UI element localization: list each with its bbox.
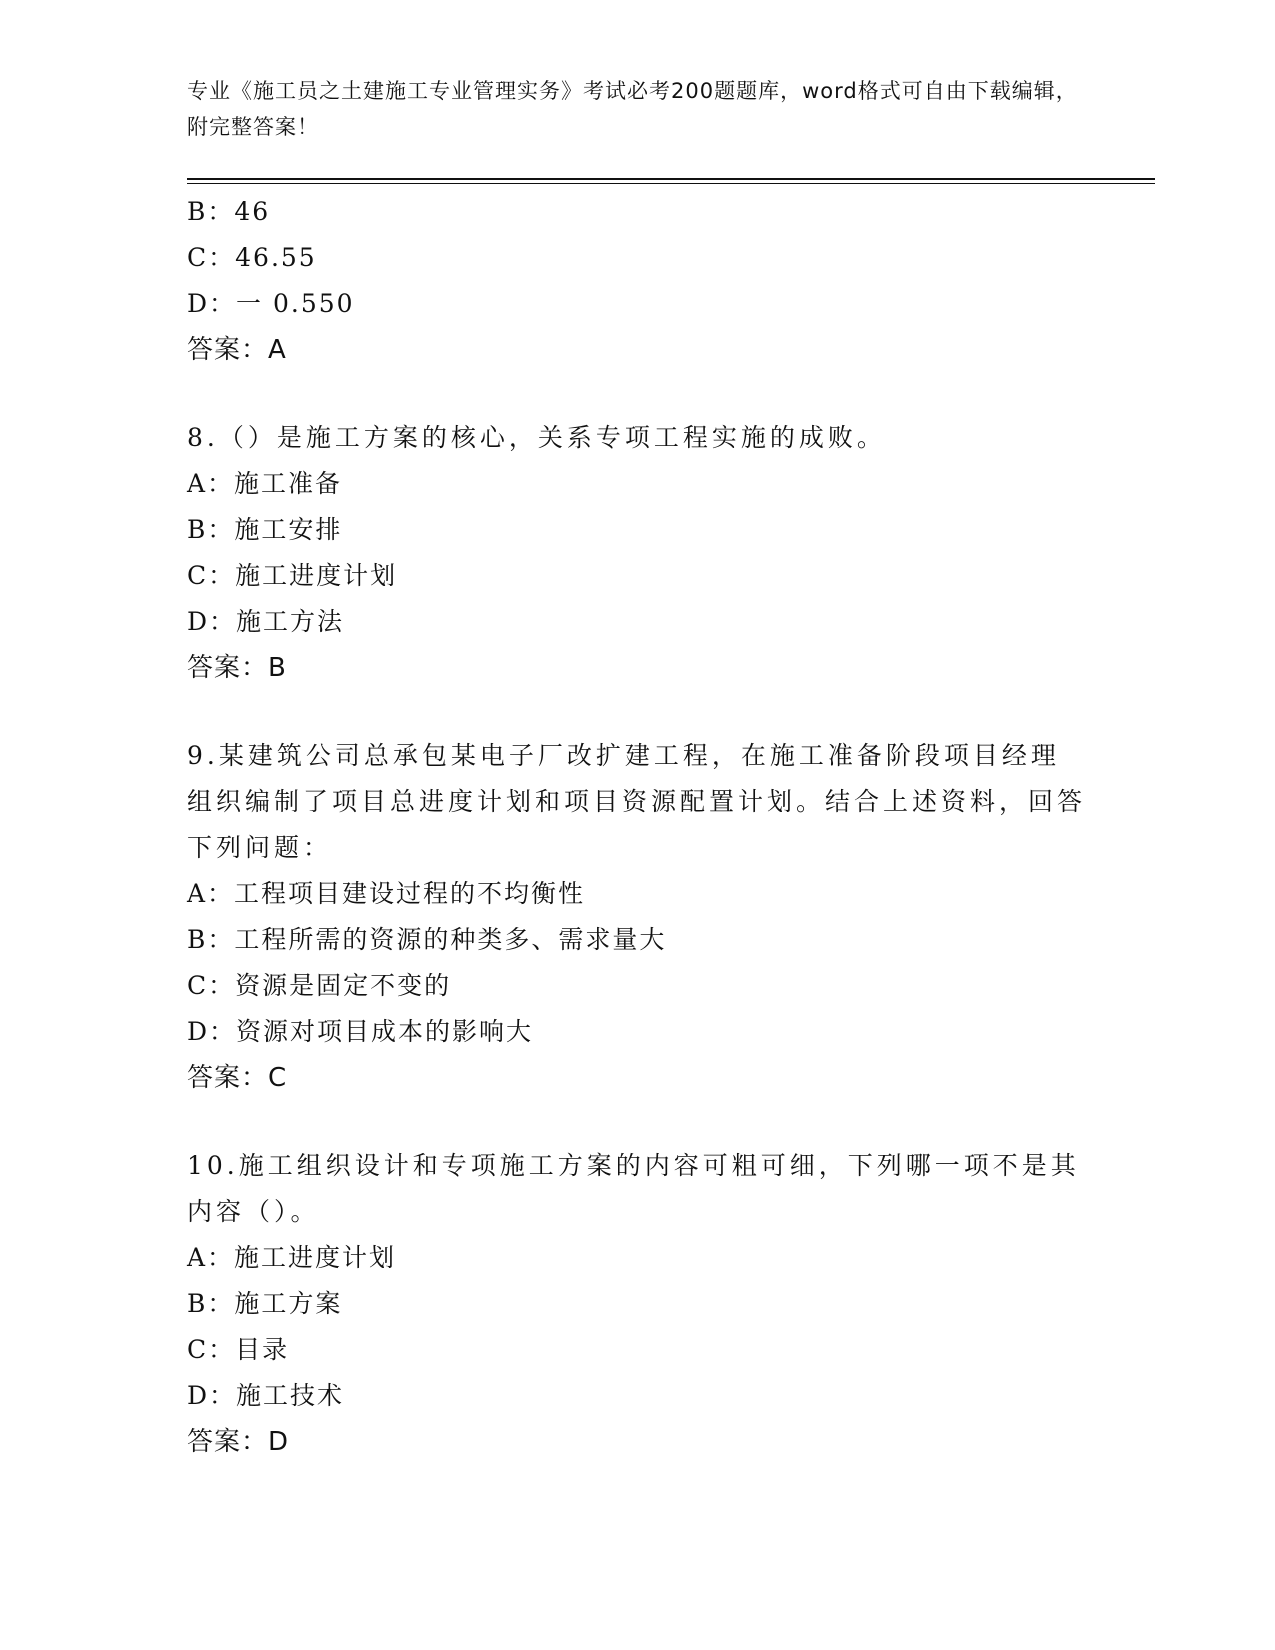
option-b: B：施工方案 — [187, 1289, 343, 1318]
question-list — [187, 189, 1087, 1465]
option-d: D：施工方法 — [187, 607, 345, 636]
option-c: C：施工进度计划 — [187, 561, 398, 590]
option-c: C：目录 — [187, 1335, 290, 1364]
option-d: D：施工技术 — [187, 1381, 345, 1410]
question-block-9 — [187, 733, 1087, 1101]
option-a: A：施工准备 — [187, 469, 343, 498]
option-d: D：一 0.550 — [187, 289, 355, 318]
question-text: 9.某建筑公司总承包某电子厂改扩建工程，在施工准备阶段项目经理组织编制了项目总进度计划和项目资源配置计划。结合上述资料，回答下列问题： — [187, 741, 1087, 862]
option-a: A：施工进度计划 — [187, 1243, 397, 1272]
header-divider — [187, 178, 1155, 180]
option-b: B：施工安排 — [187, 515, 343, 544]
answer-line: 答案：C — [187, 1063, 288, 1093]
option-a: A：工程项目建设过程的不均衡性 — [187, 879, 586, 908]
question-block-10 — [187, 1143, 1087, 1465]
option-d: D：资源对项目成本的影响大 — [187, 1017, 534, 1046]
header-divider-thin — [187, 183, 1155, 184]
option-b: B：46 — [187, 197, 271, 226]
document-header: 专业《施工员之土建施工专业管理实务》考试必考200题题库，word格式可自由下载编辑，附完整答案！ — [187, 79, 1078, 139]
question-text: 8.（）是施工方案的核心，关系专项工程实施的成败。 — [187, 423, 886, 452]
answer-line: 答案：A — [187, 335, 287, 365]
question-block-carry-over — [187, 189, 1087, 373]
question-text: 10.施工组织设计和专项施工方案的内容可粗可细，下列哪一项不是其内容（）。 — [187, 1151, 1080, 1226]
option-b: B：工程所需的资源的种类多、需求量大 — [187, 925, 667, 954]
answer-line: 答案：B — [187, 653, 287, 683]
option-c: C：46.55 — [187, 243, 317, 272]
option-c: C：资源是固定不变的 — [187, 971, 452, 1000]
question-block-8 — [187, 415, 1087, 691]
answer-line: 答案：D — [187, 1427, 290, 1457]
